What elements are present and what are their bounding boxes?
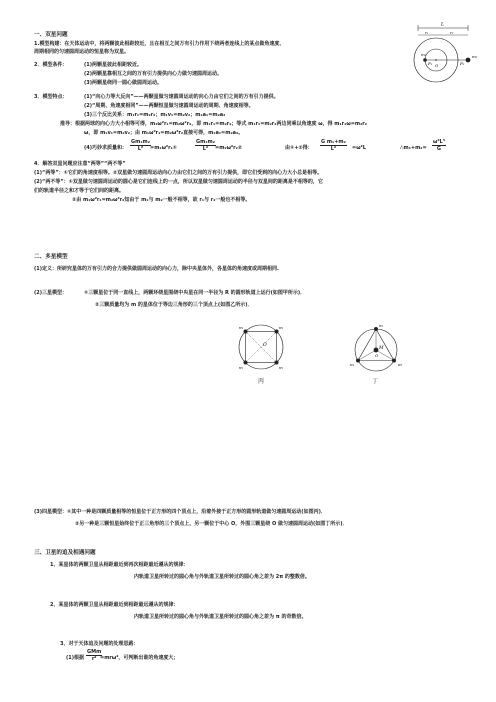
s1-p3-item2: (2)“周期、角速度相同”——两颗恒星做匀速圆周运动的周期、角速度相等。: [84, 103, 254, 109]
s2-p3-line1: (3)四星模型：①其中一种是四颗质量相等的恒星位于正方形的四个顶点上，沿着外接于正方形的圆形轨道做匀速圆周运动(如图丙)．: [34, 509, 326, 515]
formula-4-fraction: [432, 139, 446, 152]
s1-p3-item4: (4)巧妙求质量和：: [84, 145, 128, 151]
formula-2-rhs: =m₂ω²r₂②: [215, 145, 243, 151]
figure-ding-caption: 丁: [372, 378, 379, 385]
fig-bing-m-tl: m: [239, 325, 243, 330]
formula-3-fraction: [320, 139, 347, 152]
s3-formula-numerator: GMm: [87, 649, 102, 655]
s3-p1-rule: 内轨道卫星所转过的圆心角与外轨道卫星所转过的圆心角之差为 2π 的整数倍。: [134, 574, 310, 580]
s1-p2-item3: (3)两颗星绕同一圆心做圆周运动。: [84, 80, 163, 86]
fig-bing-m-bl: m: [239, 365, 243, 370]
formula-4-lead: ∴m₁+m₂=: [400, 145, 427, 151]
fig1-label-L: L: [441, 22, 444, 28]
formula-3-lead: 由①+②得：: [285, 145, 313, 151]
four-star-square-diagram: [228, 320, 294, 378]
formula-3-denominator: L²: [330, 146, 337, 152]
formula-3-rhs: =ω²L: [352, 145, 366, 151]
formula-2-fraction: [195, 139, 216, 152]
fig-ding-m-left: m: [350, 362, 354, 367]
s1-p4-title: 4．解答双星问题应注意“两等”“两不等”: [34, 161, 126, 167]
fig-ding-m-top: m: [379, 323, 383, 328]
formula-2-denominator: L²: [202, 146, 209, 152]
s3-p3-item1-lead: (1)根据: [66, 655, 85, 661]
s1-p2-item1: (1)两颗星彼此相距较近。: [84, 62, 143, 68]
s1-p4-item2-line1: (2)“两不等”：①双星做匀速圆周运动的圆心是它们连线上的一点，所以双星做匀速圆周运动的半径与双星间的距离是不相等的，它: [34, 179, 323, 185]
section-3-title: 三、卫星的追及相遇问题: [34, 550, 96, 556]
fig-ding-m-right: m: [398, 362, 402, 367]
s3-p3-item1-tail: =mrω²，可判断出谁的角速度大；: [100, 655, 179, 661]
fig-ding-O: O: [375, 353, 379, 358]
section-1-title: 一、双星问题: [34, 32, 68, 38]
fig-bing-m-br: m: [279, 365, 283, 370]
s1-p2-label: 2．模型条件：: [34, 62, 68, 68]
s1-p3-item3: (3)三个反比关系：m₁r₁=m₂r₂；m₁v₁=m₂v₂；m₁a₁=m₂a₂: [84, 112, 226, 118]
formula-1-denominator: L²: [137, 146, 144, 152]
fig1-label-F1: F₁: [428, 61, 433, 66]
fig-bing-m-tr: m: [279, 325, 283, 330]
fig1-label-m1: m₁: [421, 52, 427, 57]
s1-p1-line2: 周期相同的匀速圆周运动的恒星称为双星。: [34, 49, 130, 55]
s3-p2-rule: 内轨道卫星所转过的圆心角与外轨道卫星所转过的圆心角之差为 π 的奇数倍。: [134, 614, 307, 620]
four-star-triangle-diagram: [340, 318, 412, 378]
s3-p1: 1、某星体的两颗卫星从相距最近到再次相距最近遵从的规律：: [50, 562, 189, 568]
figure-bing-caption: 丙: [258, 378, 265, 385]
formula-1-fraction: [130, 139, 151, 152]
s3-formula-denominator: r²: [91, 656, 97, 662]
s2-p2-item1: ①三颗星位于同一直线上，两颗环绕星围绕中央星在同一半径为 R 的圆形轨道上运行(如图甲所示)．: [84, 290, 306, 296]
s1-p4-item2-line2: 们的轨道半径之和才等于它们间的距离。: [34, 188, 125, 194]
fig1-label-m2: m₂: [472, 54, 478, 59]
s1-derive-line1: 推导：根据两球的向心力大小相等可得，m₁ω²r₁=m₂ω²r₂，即 m₁r₁=m₂r₂；等式 m₁r₁=m₂r₂两边同乘以角速度 ω，得 m₁r₁ω=m₂r₂: [60, 121, 367, 127]
formula-1-numerator: Gm₁m₂: [131, 139, 150, 145]
s2-p2-item2: ②三颗质量均为 m 的星体位于等边三角形的三个顶点上(如图乙所示)．: [95, 302, 253, 308]
s1-p3-label: 3．模型特点：: [34, 94, 68, 100]
s1-p4-item1: (1)“两等”：①它们的角速度相等。②双星做匀速圆周运动向心力由它们之间的万有引力提供，即它们受到的向心力大小总是相等。: [34, 170, 323, 176]
fig-bing-O: O: [263, 343, 267, 348]
binary-star-diagram: [408, 22, 488, 86]
s1-p4-item2-line3: ②由 m₁ω²r₁=m₂ω²r₂知由于 m₁与 m₂一般不相等，故 r₁与 r₂一般也不相等。: [72, 197, 251, 203]
s3-p3: 3、对于天体追及问题的处理思路：: [60, 641, 139, 647]
formula-2-numerator: Gm₁m₂: [196, 139, 215, 145]
section-2-title: 二、多星模型: [34, 254, 68, 260]
fig1-label-O: O: [435, 63, 439, 68]
s2-p3-line2: ②另一种是三颗恒星始终位于正三角形的三个顶点上，另一颗位于中心 O，外围三颗星绕 O 做匀速圆周运动(如图丁所示)．: [75, 521, 348, 527]
fig1-label-r2: r₂: [450, 30, 454, 35]
s3-p2: 2、某星体的两颗卫星从相距最近到相距最远遵从的规律：: [50, 602, 179, 608]
s1-p1-line1: 1.模型构建：在天体运动中，将两颗彼此相距较近，且在相互之间万有引力作用下绕两者连线上的某点做角速度、: [34, 41, 285, 47]
s2-p2-label: (2)三星模型：: [34, 290, 68, 296]
fig-ding-M: M: [379, 346, 384, 351]
fig1-label-F2: F₂: [460, 61, 465, 66]
s1-p3-item1: (1)“向心力等大反向”——两颗星做匀速圆周运动的向心力由它们之间的万有引力提供。: [84, 94, 279, 100]
s1-p2-item2: (2)两颗星靠相互之间的万有引力提供向心力做匀速圆周运动。: [84, 71, 223, 77]
formula-1-rhs: =m₁ω²r₁①: [150, 145, 178, 151]
s2-p1: (1)定义：所研究星体的万有引力的合力提供做圆周运动的向心力，除中央星体外，各星体的角速度或周期相同.: [34, 266, 279, 272]
formula-4-denominator: G: [436, 146, 442, 152]
s1-derive-line2: ω，即 m₁v₁=m₂v₂；由 m₁ω²r₁=m₂ω²r₂直接可得，m₁a₁=m₂a₂。: [84, 130, 244, 136]
formula-3-numerator: G m₁+m₂: [321, 139, 346, 145]
formula-4-numerator: ω²L³: [433, 139, 445, 145]
fig1-label-r1: r₁: [425, 30, 429, 35]
